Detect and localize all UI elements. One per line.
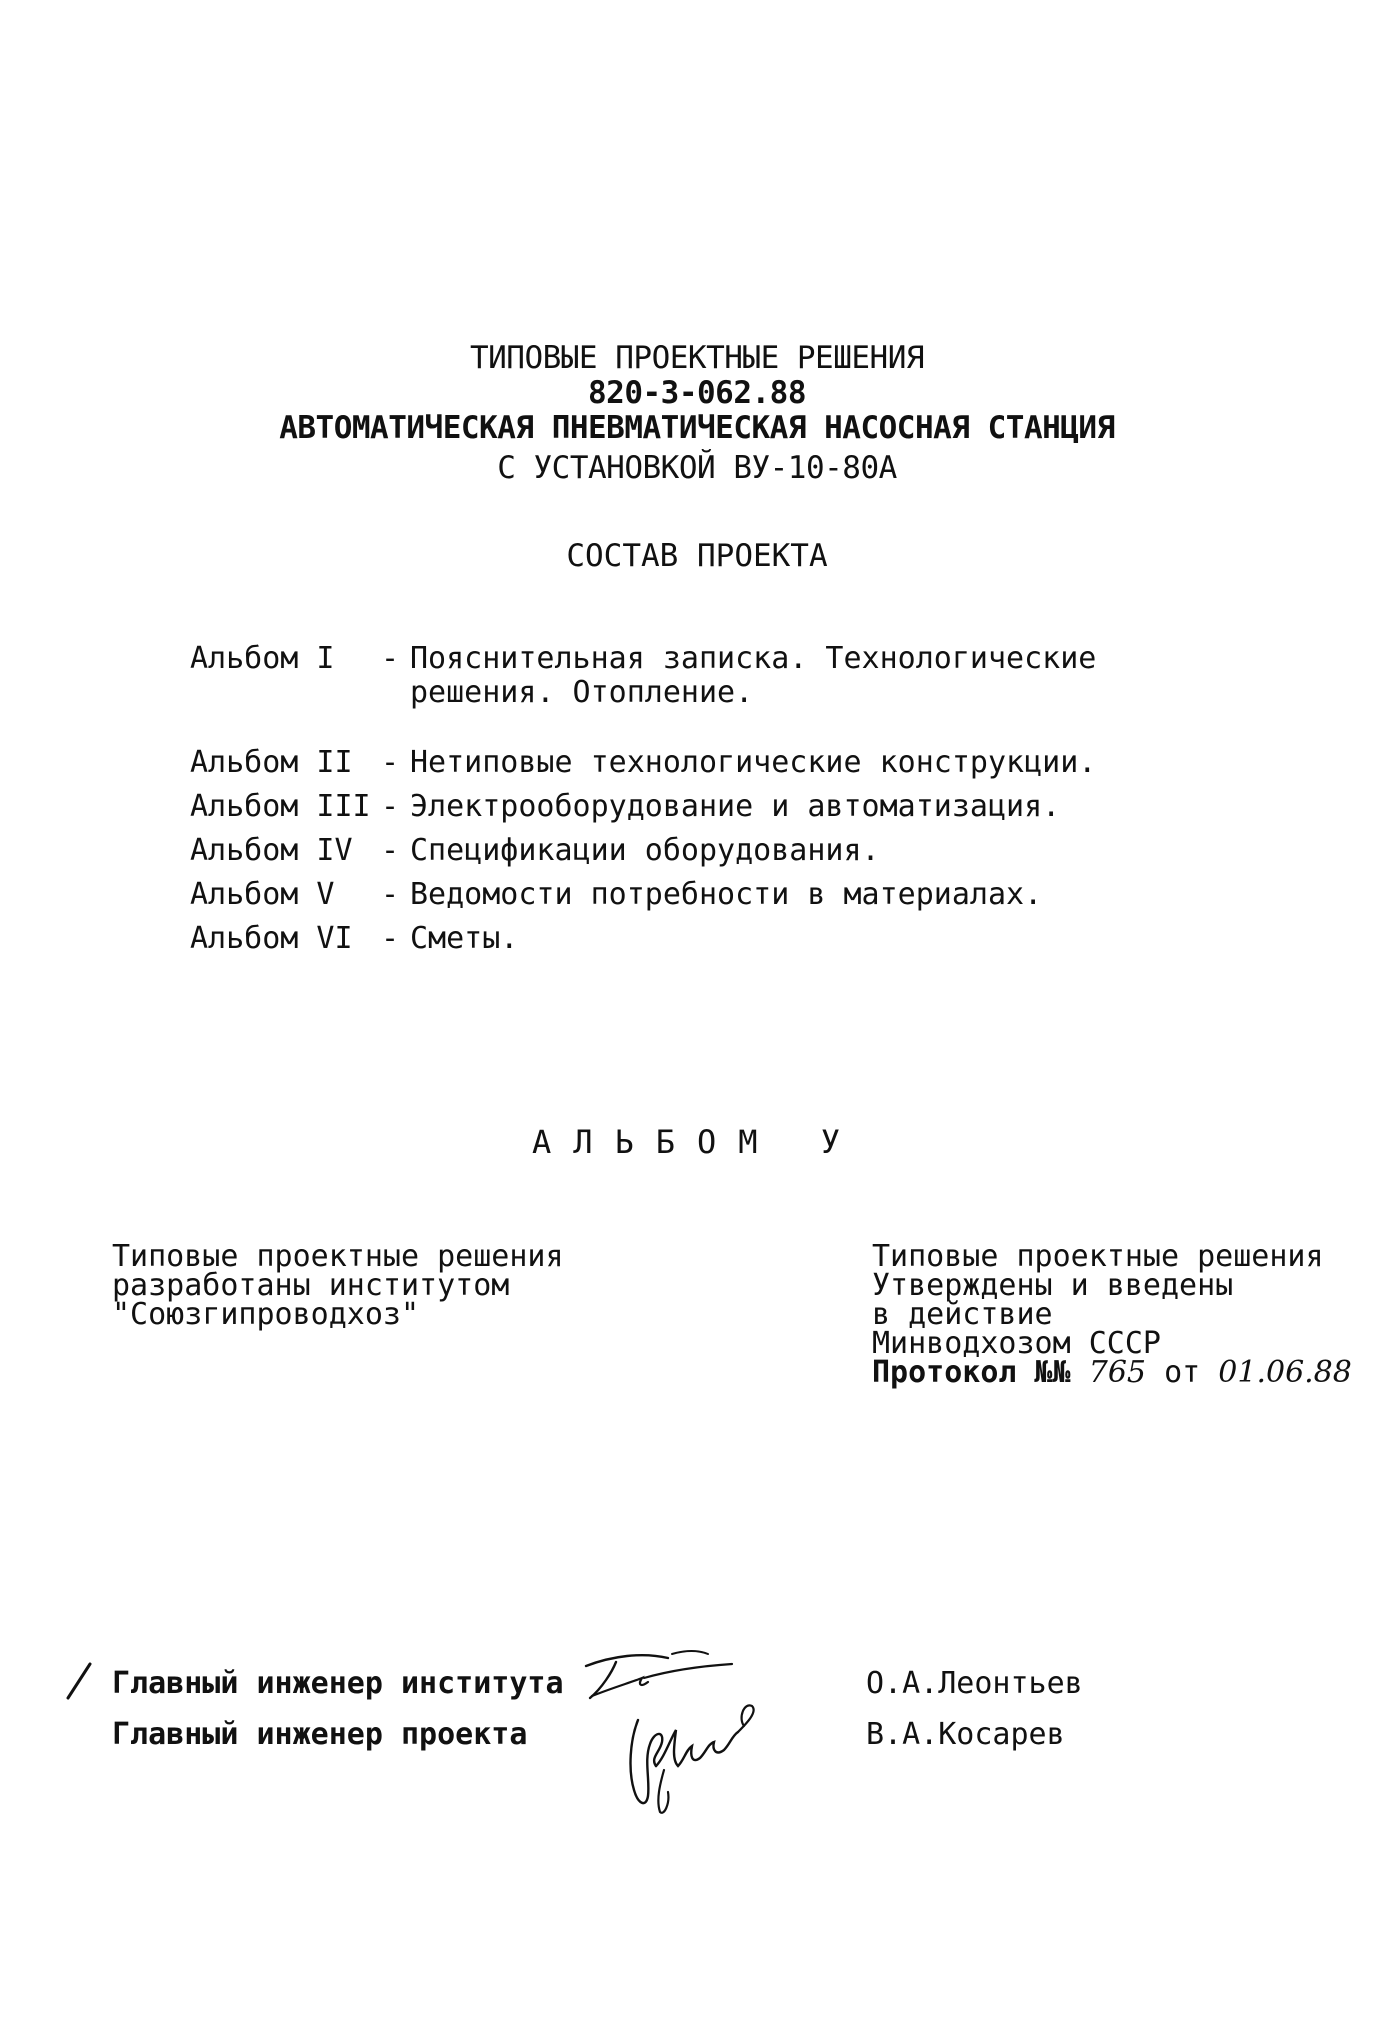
album-name: Альбом II [190, 745, 353, 780]
developer-line-2: разработаны институтом [112, 1268, 510, 1303]
album-desc: Пояснительная записка. Технологические решения. Отопление. [410, 641, 1097, 710]
developer-block [112, 1239, 672, 1332]
album-row [190, 790, 1350, 834]
title-block [0, 338, 1394, 488]
protocol-from: от [1164, 1355, 1201, 1390]
album-name: Альбом III [190, 789, 371, 824]
album-dash: - [380, 789, 400, 824]
protocol-number: 765 [1088, 1355, 1147, 1390]
project-code: 820-3-062.88 [588, 375, 806, 411]
approval-line-2: Утверждены и введены [872, 1268, 1234, 1303]
album-name: Альбом I [190, 641, 335, 676]
album-dash: - [380, 921, 400, 956]
album-row [190, 922, 1350, 966]
album-desc: Нетиповые технологические конструкции. [410, 745, 1097, 780]
album-desc: Электрооборудование и автоматизация. [410, 789, 1061, 824]
album-dash: - [380, 641, 400, 676]
approval-block [872, 1239, 1372, 1390]
signature-1-icon [582, 1648, 742, 1708]
protocol-line [872, 1355, 1372, 1390]
protocol-date: 01.06.88 [1218, 1355, 1352, 1390]
album-title: АЛЬБОМ У [531, 1123, 863, 1161]
album-desc: Спецификации оборудования. [410, 833, 880, 868]
album-dash: - [380, 745, 400, 780]
album-name: Альбом IV [190, 833, 353, 868]
composition-heading: СОСТАВ ПРОЕКТА [566, 538, 828, 574]
protocol-label: Протокол №№ [872, 1355, 1071, 1390]
album-dash: - [380, 833, 400, 868]
approval-line-4: Минводхозом СССР [872, 1326, 1161, 1361]
signatory-name-2: В.А.Косарев [866, 1717, 1065, 1752]
developer-line-3: "Союзгипроводхоз" [112, 1297, 420, 1332]
album-row [190, 642, 1350, 718]
album-name: Альбом VI [190, 921, 353, 956]
title-line-1: ТИПОВЫЕ ПРОЕКТНЫЕ РЕШЕНИЯ [469, 340, 925, 376]
approval-line-3: в действие [872, 1297, 1053, 1332]
signatory-role-2: Главный инженер проекта [112, 1717, 528, 1752]
signatory-role-1: Главный инженер института [112, 1666, 564, 1701]
slash-mark-icon [64, 1660, 94, 1702]
title-line-3: АВТОМАТИЧЕСКАЯ ПНЕВМАТИЧЕСКАЯ НАСОСНАЯ СТАНЦИЯ [279, 410, 1115, 446]
approval-line-1: Типовые проектные решения [872, 1239, 1324, 1274]
album-name: Альбом V [190, 877, 335, 912]
album-desc: Ведомости потребности в материалах. [410, 877, 1043, 912]
signatory-name-1: О.А.Леонтьев [866, 1666, 1083, 1701]
album-row [190, 834, 1350, 878]
album-dash: - [380, 877, 400, 912]
album-list [190, 642, 1350, 966]
developer-line-1: Типовые проектные решения [112, 1239, 564, 1274]
signature-2-icon [620, 1700, 770, 1818]
title-line-4: С УСТАНОВКОЙ ВУ-10-80А [497, 450, 897, 486]
album-desc: Сметы. [410, 921, 519, 956]
album-row [190, 746, 1350, 790]
album-row [190, 878, 1350, 922]
